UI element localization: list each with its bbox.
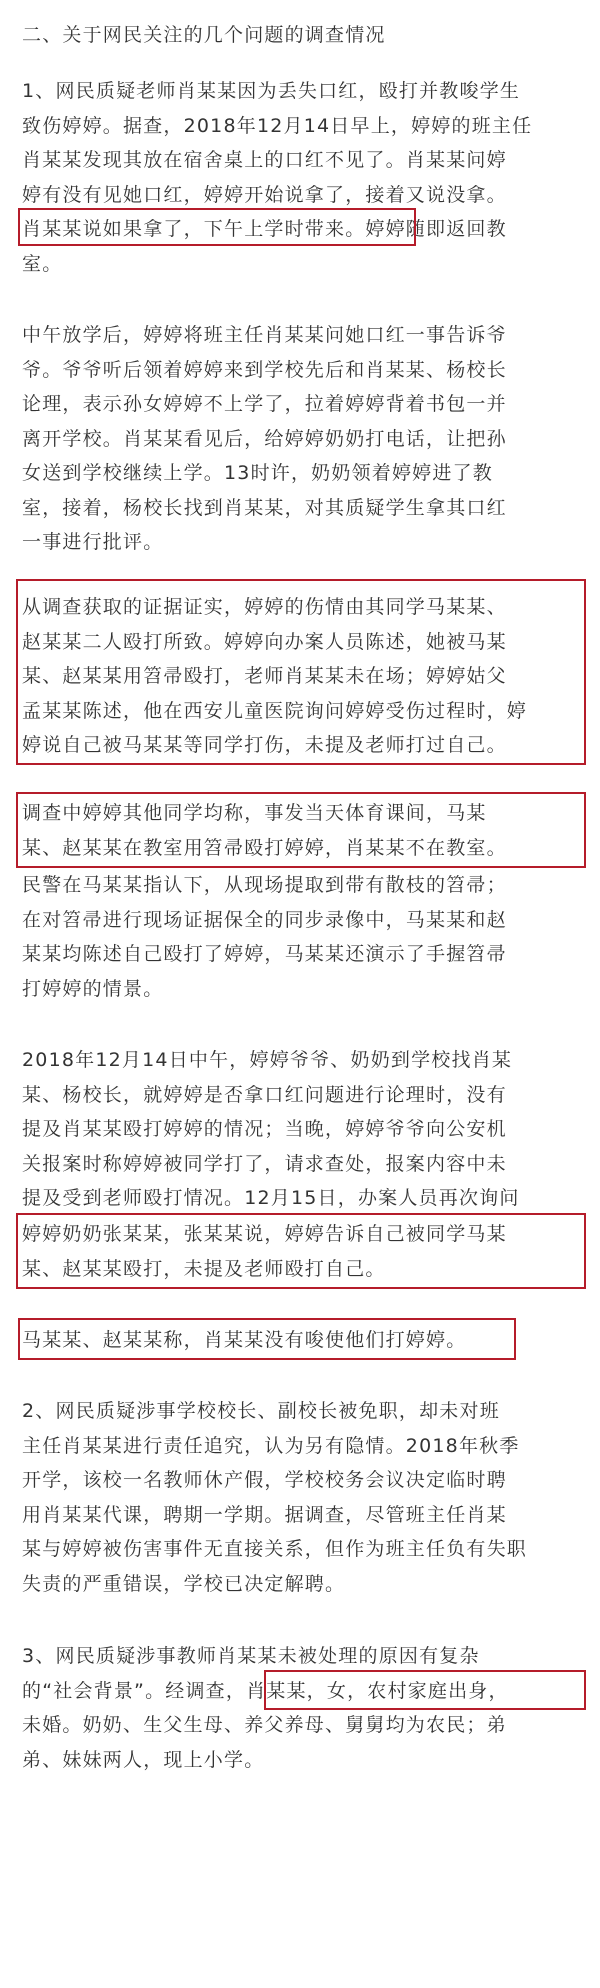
highlight-box (18, 1318, 516, 1360)
paragraph-line: 在对笤帚进行现场证据保全的同步录像中，马某某和赵 (22, 908, 507, 931)
paragraph-line: 某与婷婷被伤害事件无直接关系，但作为班主任负有失职 (22, 1538, 528, 1560)
paragraph-line: 提及受到老师殴打情况。12月15日，办案人员再次询问 (22, 1187, 520, 1209)
paragraph-line: 用肖某某代课，聘期一学期。据调查，尽管班主任肖某 (22, 1503, 507, 1526)
paragraph-line: 某、赵某某在教室用笤帚殴打婷婷，肖某某不在教室。 (22, 836, 507, 859)
paragraph-line: 论理，表示孙女婷婷不上学了，拉着婷婷背着书包一并 (22, 393, 507, 415)
paragraph-line: 1、网民质疑老师肖某某因为丢失口红，殴打并教唆学生 (22, 80, 521, 102)
paragraph-line: 弟、妹妹两人，现上小学。 (22, 1748, 265, 1771)
paragraph-line: 女送到学校继续上学。13时许，奶奶领着婷婷进了教 (22, 462, 493, 484)
paragraph-line: 2018年12月14日中午，婷婷爷爷、奶奶到学校找肖某 (22, 1049, 513, 1071)
paragraph-line: 失责的严重错误，学校已决定解聘。 (22, 1572, 346, 1595)
highlight-box (16, 579, 586, 765)
paragraph-line: 一事进行批评。 (22, 531, 164, 553)
paragraph-line: 3、网民质疑涉事教师肖某某未被处理的原因有复杂 (22, 1645, 480, 1667)
paragraph-line: 离开学校。肖某某看见后，给婷婷奶奶打电话，让把孙 (22, 427, 507, 450)
highlight-box (16, 792, 586, 868)
paragraph-line: 未婚。奶奶、生父生母、养父养母、舅舅均为农民；弟 (22, 1714, 507, 1736)
paragraph-line: 中午放学后，婷婷将班主任肖某某问她口红一事告诉爷 (22, 324, 507, 346)
paragraph-line: 孟某某陈述，他在西安儿童医院询问婷婷受伤过程时，婷 (22, 699, 528, 722)
paragraph-line: 提及肖某某殴打婷婷的情况；当晚，婷婷爷爷向公安机 (22, 1118, 507, 1140)
highlight-box (18, 208, 416, 246)
paragraph-line: 婷婷奶奶张某某，张某某说，婷婷告诉自己被同学马某 (22, 1223, 507, 1245)
paragraph-line: 赵某某二人殴打所致。婷婷向办案人员陈述，她被马某 (22, 630, 507, 653)
paragraph-line: 关报案时称婷婷被同学打了，请求查处，报案内容中未 (22, 1152, 507, 1175)
paragraph-line: 某某均陈述自己殴打了婷婷，马某某还演示了手握笤帚 (22, 943, 507, 965)
paragraph-line: 主任肖某某进行责任追究，认为另有隐情。2018年秋季 (22, 1434, 520, 1457)
paragraph-line: 某、杨校长，就婷婷是否拿口红问题进行论理时，没有 (22, 1083, 507, 1106)
paragraph-line: 爷。爷爷听后领着婷婷来到学校先后和肖某某、杨校长 (22, 358, 507, 381)
paragraph-line: 某、赵某某用笤帚殴打，老师肖某某未在场；婷婷姑父 (22, 665, 507, 687)
paragraph-line: 民警在马某某指认下，从现场提取到带有散枝的笤帚； (22, 874, 507, 896)
paragraph-line: 2、网民质疑涉事学校校长、副校长被免职，却未对班 (22, 1400, 500, 1422)
paragraph-line: 致伤婷婷。据查，2018年12月14日早上，婷婷的班主任 (22, 114, 533, 137)
paragraph-line: 室。 (22, 252, 63, 275)
paragraph-line: 调查中婷婷其他同学均称，事发当天体育课间，马某 (22, 802, 487, 824)
paragraph-line: 马某某、赵某某称，肖某某没有唆使他们打婷婷。 (22, 1329, 467, 1351)
paragraph-line: 肖某某说如果拿了，下午上学时带来。婷婷随即返回教 (22, 218, 507, 240)
paragraph-line: 肖某某发现其放在宿舍桌上的口红不见了。肖某某问婷 (22, 149, 507, 171)
section-heading: 二、关于网民关注的几个问题的调查情况 (22, 24, 386, 46)
paragraph-line: 某、赵某某殴打，未提及老师殴打自己。 (22, 1257, 386, 1280)
paragraph-line: 开学，该校一名教师休产假，学校校务会议决定临时聘 (22, 1469, 507, 1491)
paragraph-line: 从调查获取的证据证实，婷婷的伤情由其同学马某某、 (22, 596, 507, 618)
paragraph-line: 室，接着，杨校长找到肖某某，对其质疑学生拿其口红 (22, 496, 507, 519)
paragraph-line: 婷有没有见她口红，婷婷开始说拿了，接着又说没拿。 (22, 183, 507, 206)
highlight-box (264, 1670, 586, 1710)
paragraph-line: 婷说自己被马某某等同学打伤，未提及老师打过自己。 (22, 734, 507, 756)
paragraph-line: 的“社会背景”。经调查，肖某某，女，农村家庭出身， (22, 1679, 509, 1702)
paragraph-line: 打婷婷的情景。 (22, 977, 164, 1000)
highlight-box (16, 1213, 586, 1289)
